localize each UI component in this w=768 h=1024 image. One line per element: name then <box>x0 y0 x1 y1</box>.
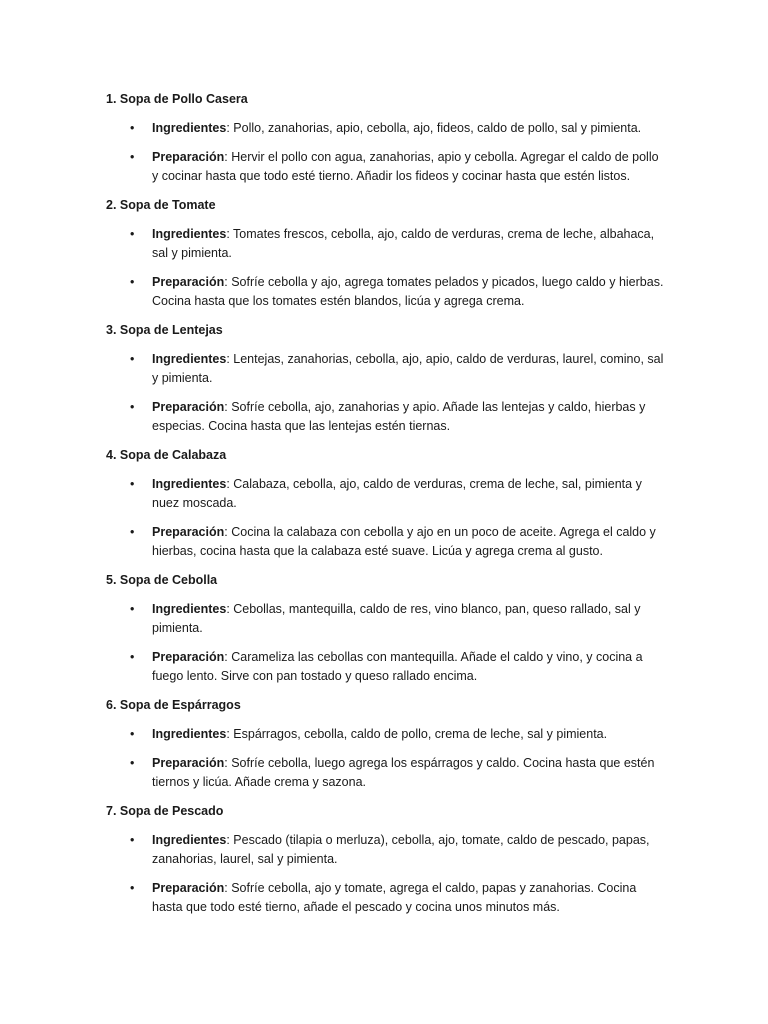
ingredients-item <box>106 600 666 638</box>
ingredients-item <box>106 475 666 513</box>
recipe-3 <box>106 321 666 436</box>
recipe-title: 7. Sopa de Pescado <box>106 804 224 818</box>
preparation-item <box>106 398 666 436</box>
recipe-title: 5. Sopa de Cebolla <box>106 573 218 587</box>
ingredients-label: Ingredientes <box>152 477 227 491</box>
ingredients-item <box>106 225 666 263</box>
recipe-2 <box>106 196 666 311</box>
recipe-5 <box>106 571 666 686</box>
preparation-item <box>106 879 666 917</box>
recipe-details <box>106 725 666 792</box>
recipe-details <box>106 831 666 917</box>
recipe-details <box>106 225 666 311</box>
ingredients-label: Ingredientes <box>152 727 227 741</box>
recipe-4 <box>106 446 666 561</box>
preparation-label: Preparación <box>152 400 225 414</box>
recipe-title: 1. Sopa de Pollo Casera <box>106 92 248 106</box>
recipe-details <box>106 475 666 561</box>
ingredients-text: : Calabaza, cebolla, ajo, caldo de verduras, crema de leche, sal, pimienta y nuez moscada. <box>152 477 642 510</box>
bullet-icon: • <box>130 227 135 241</box>
preparation-item <box>106 523 666 561</box>
ingredients-label: Ingredientes <box>152 602 227 616</box>
ingredients-item <box>106 119 666 138</box>
preparation-text: : Carameliza las cebollas con mantequilla. Añade el caldo y vino, y cocina a fuego lento. Sirve con pan tostado y queso rallado encima. <box>152 650 643 683</box>
preparation-item <box>106 273 666 311</box>
bullet-icon: • <box>130 727 135 741</box>
preparation-text: : Sofríe cebolla, ajo y tomate, agrega el caldo, papas y zanahorias. Cocina hasta que todo esté tierno, añade el pescado y cocina unos minutos más. <box>152 881 637 914</box>
preparation-item <box>106 754 666 792</box>
recipe-details <box>106 600 666 686</box>
preparation-item <box>106 648 666 686</box>
ingredients-text: : Pescado (tilapia o merluza), cebolla, ajo, tomate, caldo de pescado, papas, zanahorias, laurel, sal y pimienta. <box>152 833 650 866</box>
bullet-icon: • <box>130 477 135 491</box>
bullet-icon: • <box>130 352 135 366</box>
bullet-icon: • <box>130 275 135 289</box>
preparation-label: Preparación <box>152 150 225 164</box>
bullet-icon: • <box>130 150 135 164</box>
bullet-icon: • <box>130 881 135 895</box>
preparation-text: : Hervir el pollo con agua, zanahorias, apio y cebolla. Agregar el caldo de pollo y cocinar hasta que todo esté tierno. Añadir los fideos y cocinar hasta que estén listos. <box>152 150 659 183</box>
bullet-icon: • <box>130 121 135 135</box>
recipe-title: 4. Sopa de Calabaza <box>106 448 227 462</box>
recipe-6 <box>106 696 666 792</box>
bullet-icon: • <box>130 400 135 414</box>
bullet-icon: • <box>130 602 135 616</box>
bullet-icon: • <box>130 833 135 847</box>
ingredients-label: Ingredientes <box>152 227 227 241</box>
ingredients-text: : Cebollas, mantequilla, caldo de res, vino blanco, pan, queso rallado, sal y pimienta. <box>152 602 641 635</box>
bullet-icon: • <box>130 756 135 770</box>
ingredients-text: : Lentejas, zanahorias, cebolla, ajo, apio, caldo de verduras, laurel, comino, sal y pimienta. <box>152 352 664 385</box>
ingredients-label: Ingredientes <box>152 121 227 135</box>
preparation-item <box>106 148 666 186</box>
recipe-details <box>106 119 666 186</box>
preparation-label: Preparación <box>152 756 225 770</box>
preparation-label: Preparación <box>152 525 225 539</box>
recipe-title: 6. Sopa de Espárragos <box>106 698 241 712</box>
ingredients-item <box>106 831 666 869</box>
bullet-icon: • <box>130 525 135 539</box>
preparation-label: Preparación <box>152 275 225 289</box>
recipe-7 <box>106 802 666 917</box>
preparation-text: : Cocina la calabaza con cebolla y ajo en un poco de aceite. Agrega el caldo y hierbas, cocina hasta que la calabaza esté suave. Licúa y agrega crema al gusto. <box>152 525 656 558</box>
ingredients-label: Ingredientes <box>152 352 227 366</box>
preparation-text: : Sofríe cebolla y ajo, agrega tomates pelados y picados, luego caldo y hierbas. Cocina hasta que los tomates estén blandos, licúa y agrega crema. <box>152 275 664 308</box>
ingredients-item <box>106 725 666 744</box>
recipe-details <box>106 350 666 436</box>
recipe-1 <box>106 90 666 186</box>
preparation-text: : Sofríe cebolla, ajo, zanahorias y apio. Añade las lentejas y caldo, hierbas y especias. Cocina hasta que las lentejas estén tiernas. <box>152 400 646 433</box>
recipe-list <box>106 90 666 927</box>
ingredients-label: Ingredientes <box>152 833 227 847</box>
ingredients-text: : Espárragos, cebolla, caldo de pollo, crema de leche, sal y pimienta. <box>226 727 608 741</box>
ingredients-text: : Tomates frescos, cebolla, ajo, caldo de verduras, crema de leche, albahaca, sal y pimienta. <box>152 227 655 260</box>
ingredients-text: : Pollo, zanahorias, apio, cebolla, ajo, fideos, caldo de pollo, sal y pimienta. <box>226 121 642 135</box>
recipe-title: 3. Sopa de Lentejas <box>106 323 223 337</box>
bullet-icon: • <box>130 650 135 664</box>
preparation-label: Preparación <box>152 881 225 895</box>
recipe-title: 2. Sopa de Tomate <box>106 198 216 212</box>
preparation-text: : Sofríe cebolla, luego agrega los espárragos y caldo. Cocina hasta que estén tiernos y licúa. Añade crema y sazona. <box>152 756 655 789</box>
ingredients-item <box>106 350 666 388</box>
preparation-label: Preparación <box>152 650 225 664</box>
